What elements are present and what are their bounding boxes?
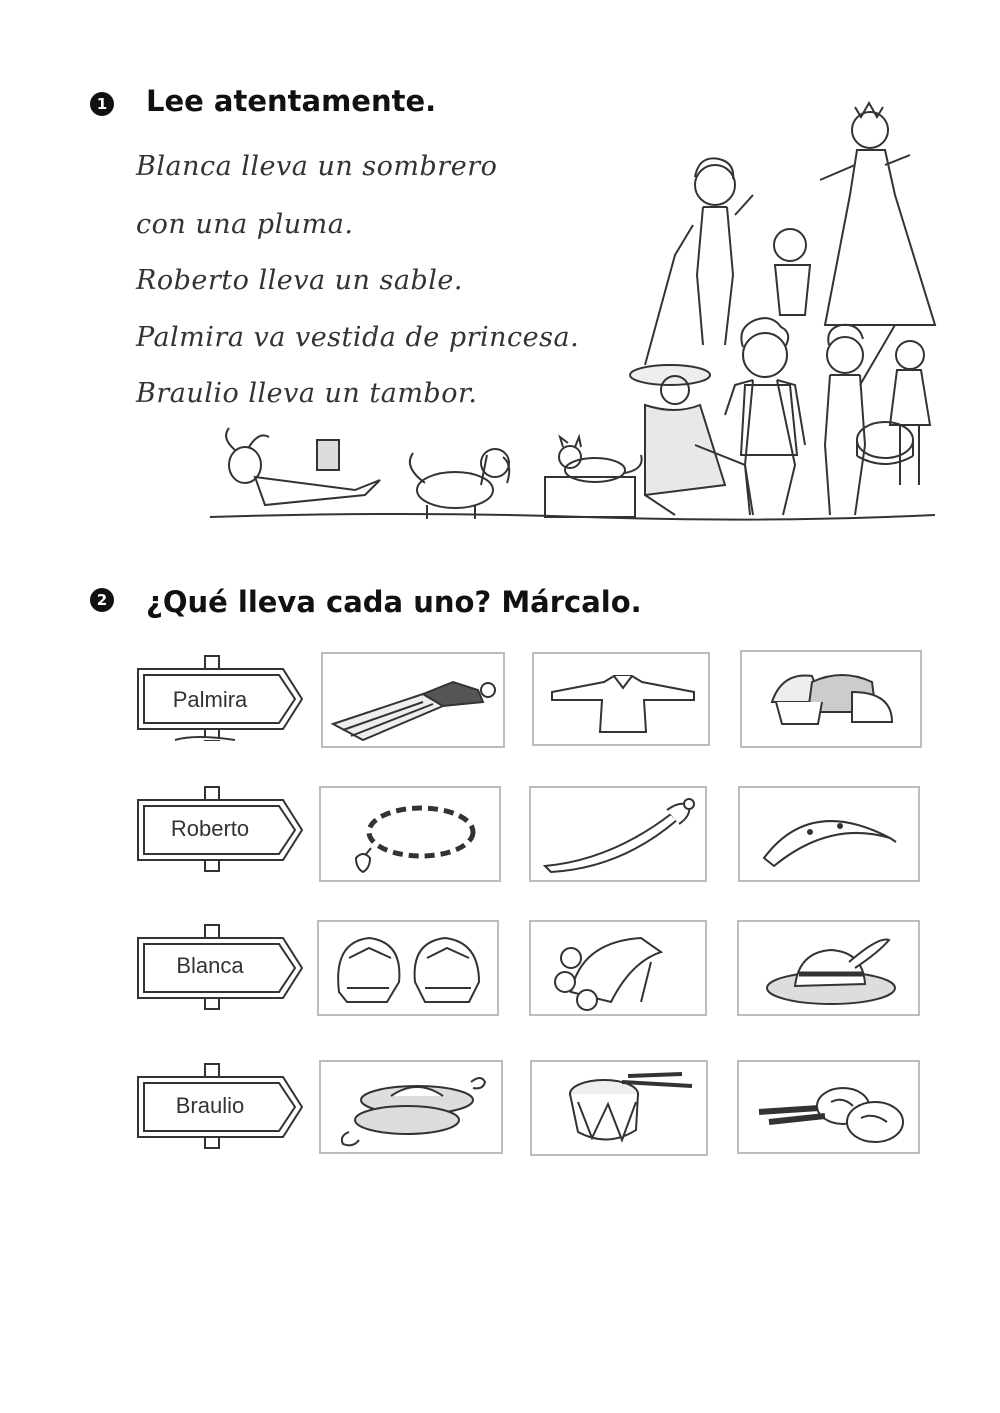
signpost-roberto <box>135 785 305 875</box>
bracelet-icon <box>321 788 503 884</box>
section-2-number-badge: 2 <box>90 588 114 612</box>
option-drum[interactable] <box>530 1060 708 1156</box>
option-saddle-bag[interactable] <box>740 650 922 748</box>
signpost-label: Blanca <box>176 953 244 978</box>
feathered-hat-icon <box>739 922 922 1018</box>
option-tambourine[interactable] <box>529 920 707 1016</box>
option-bracelet[interactable] <box>319 786 501 882</box>
signpost-label: Braulio <box>175 1093 245 1118</box>
option-blouse[interactable] <box>532 652 710 746</box>
option-banana[interactable] <box>738 786 920 882</box>
saddle-bag-icon <box>742 652 924 750</box>
signpost-label: Palmira <box>172 687 248 712</box>
section-1-number-badge: 1 <box>90 92 114 116</box>
maracas-icon <box>739 1062 922 1156</box>
signpost-blanca <box>135 923 305 1013</box>
option-maracas[interactable] <box>737 1060 920 1154</box>
option-sabre[interactable] <box>529 786 707 882</box>
reading-line-1: Blanca lleva un sombrero <box>136 151 498 182</box>
reading-line-3: Roberto lleva un sable. <box>136 265 463 296</box>
drum-icon <box>532 1062 710 1158</box>
option-mittens[interactable] <box>317 920 499 1016</box>
option-cymbals[interactable] <box>319 1060 503 1154</box>
princess-dress-icon <box>323 654 507 750</box>
children-costume-illustration <box>205 85 945 530</box>
signpost-braulio <box>135 1062 305 1152</box>
mittens-icon <box>319 922 501 1018</box>
section-2-title: ¿Qué lleva cada uno? Márcalo. <box>146 585 642 619</box>
reading-line-5: Braulio lleva un tambor. <box>136 378 478 409</box>
reading-line-2: con una pluma. <box>136 209 354 240</box>
banana-icon <box>740 788 922 884</box>
blouse-icon <box>534 654 712 748</box>
tambourine-icon <box>531 922 709 1018</box>
signpost-label: Roberto <box>170 816 250 841</box>
signpost-palmira <box>135 654 305 744</box>
reading-line-4: Palmira va vestida de princesa. <box>136 322 580 353</box>
option-princess-dress[interactable] <box>321 652 505 748</box>
option-feathered-hat[interactable] <box>737 920 920 1016</box>
section-1-title: Lee atentamente. <box>146 84 437 118</box>
cymbals-icon <box>321 1062 505 1156</box>
sabre-icon <box>531 788 709 884</box>
